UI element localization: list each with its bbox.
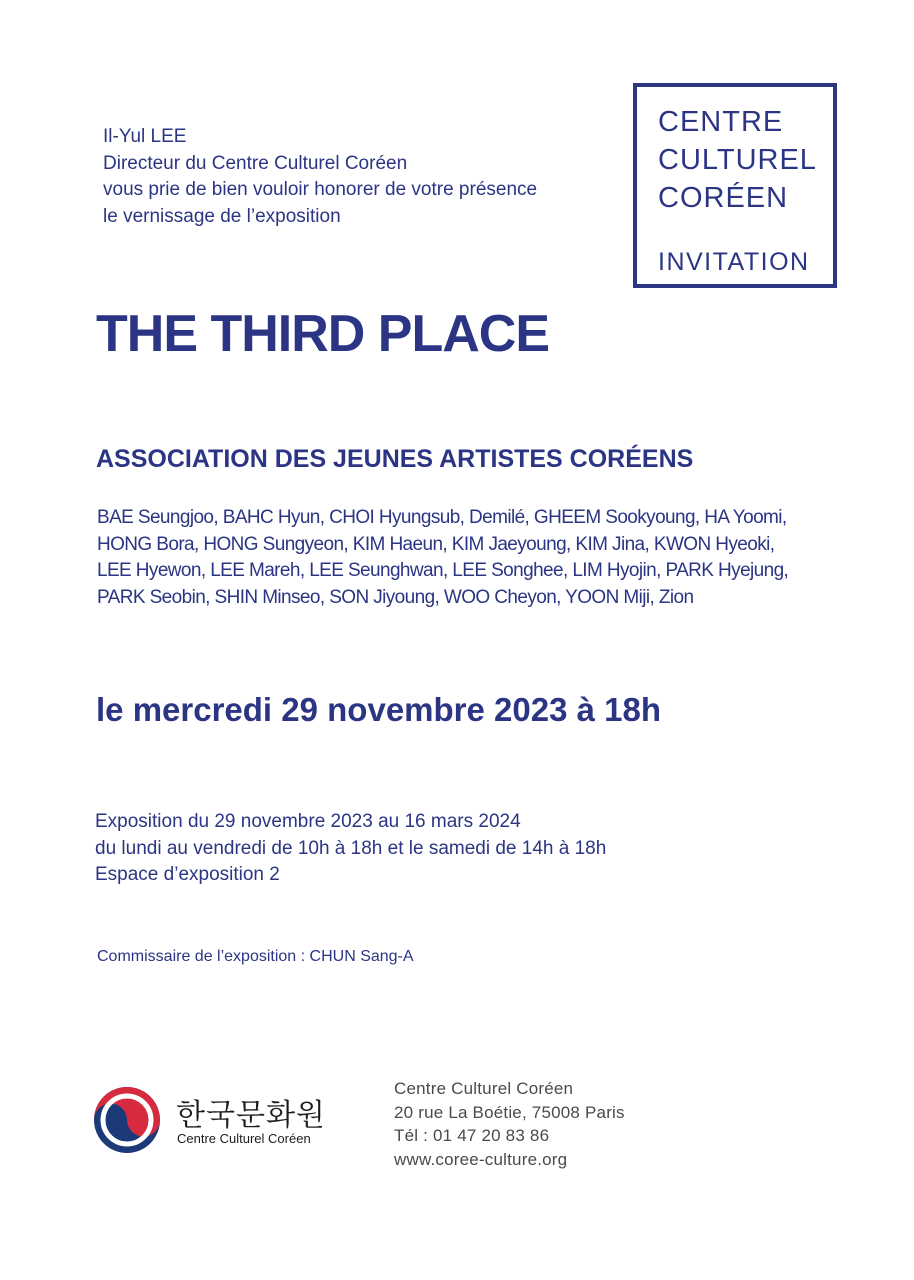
invitation-label: INVITATION [658,248,810,276]
artist-line: LEE Hyewon, LEE Mareh, LEE Seunghwan, LEE Songhee, LIM Hyojin, PARK Hyejung, [97,560,789,581]
contact-block [394,1077,625,1171]
contact-website[interactable]: www.coree-culture.org [394,1149,568,1169]
centre-name [658,103,817,217]
opening-date: le mercredi 29 novembre 2023 à 18h [96,691,661,728]
logo-korean-name: 한국문화원 [176,1098,326,1133]
opening-hours: du lundi au vendredi de 10h à 18h et le samedi de 14h à 18h [95,837,607,859]
invite-line: vous prie de bien vouloir honorer de votre présence [103,179,538,200]
exhibition-space: Espace d’exposition 2 [95,864,280,885]
host-name: Il-Yul LEE [103,126,187,147]
korean-cultural-center-logo-icon [92,1085,162,1155]
artist-list [97,505,788,611]
artist-line: BAE Seungjoo, BAHC Hyun, CHOI Hyungsub, Demilé, GHEEM Sookyoung, HA Yoomi, [97,507,787,528]
invitation-box [633,83,837,288]
exhibition-dates: Exposition du 29 novembre 2023 au 16 mars 2024 [95,811,521,832]
centre-name-line-3: CORÉEN [658,182,789,214]
invitation-intro [103,124,537,230]
association-name: ASSOCIATION DES JEUNES ARTISTES CORÉENS [96,445,694,473]
centre-name-line-1: CENTRE [658,106,784,138]
artist-line: HONG Bora, HONG Sungyeon, KIM Haeun, KIM Jaeyoung, KIM Jina, KWON Hyeoki, [97,533,775,555]
contact-phone: Tél : 01 47 20 83 86 [394,1126,550,1145]
logo-french-name: Centre Culturel Coréen [177,1131,311,1146]
curator-credit: Commissaire de l’exposition : CHUN Sang-A [97,948,414,965]
event-line: le vernissage de l’exposition [103,205,341,227]
contact-name: Centre Culturel Coréen [394,1079,574,1098]
contact-address: 20 rue La Boétie, 75008 Paris [394,1102,625,1122]
artist-line: PARK Seobin, SHIN Minseo, SON Jiyoung, WOO Cheyon, YOON Miji, Zion [97,586,694,608]
exhibition-info [95,809,606,889]
centre-name-line-2: CULTUREL [658,144,817,176]
exhibition-title: THE THIRD PLACE [96,305,549,363]
host-title: Directeur du Centre Culturel Coréen [103,152,408,174]
